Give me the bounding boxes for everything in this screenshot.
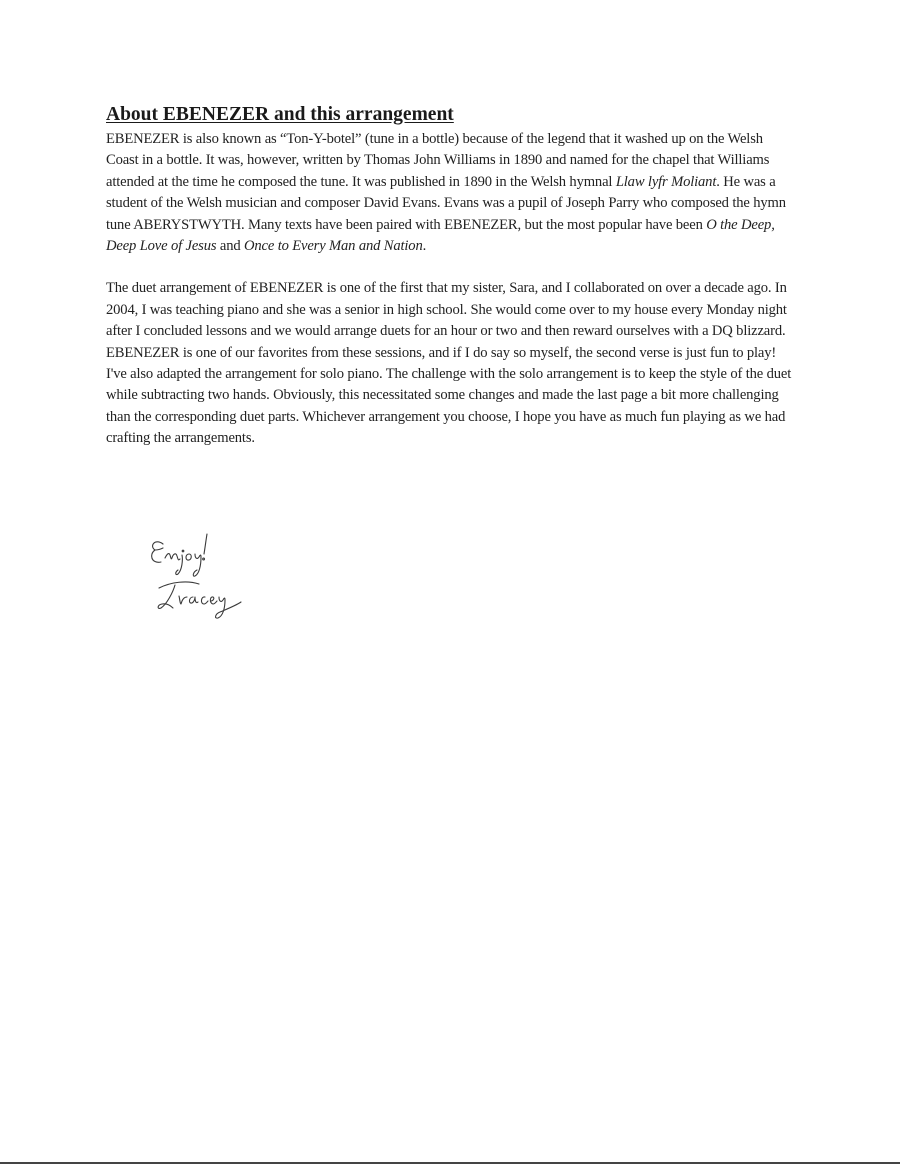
- hymn-title-deep-love: O the Deep, Deep Love of Jesus: [106, 216, 775, 255]
- handwritten-signature: [145, 530, 255, 622]
- document-content: [106, 103, 796, 450]
- page-title: About EBENEZER and this arrangement: [106, 104, 454, 125]
- hymn-title-once-to-every: Once to Every Man and Nation: [244, 238, 423, 255]
- paragraph-history-text-4: .: [422, 238, 427, 255]
- hymnal-title: Llaw lyfr Moliant: [615, 173, 717, 190]
- paragraph-history: [106, 129, 796, 257]
- paragraph-history-text-1: EBENEZER is also known as “Ton-Y-botel” (tune in a bottle) because of the legend that it washed up on the Welsh Coast in a bottle. It was, however, written by Thomas John Williams in 1890 and named for the chapel that Williams attended at the time he composed the tune. It was published in 1890 in the Welsh hymnal: [106, 131, 770, 190]
- paragraph-history-text-2: . He was a student of the Welsh musician and composer David Evans. Evans was a pupil of Joseph Parry who composed the hymn tune ABERYSTWYTH. Many texts have been paired with EBENEZER, but the most popular have been: [106, 173, 786, 233]
- paragraph-history-text-3: and: [216, 238, 244, 255]
- paragraph-arrangement: The duet arrangement of EBENEZER is one of the first that my sister, Sara, and I collaborated on over a decade ago. In 2004, I was teaching piano and she was a senior in high school. She would come over to my house every Monday night after I concluded lessons and we would arrange duets for an hour or two and then reward ourselves with a DQ blizzard. EBENEZER is one of our favorites from these sessions, and if I do say so myself, the second verse is just fun to play! I've also adapted the arrangement for solo piano. The challenge with the solo arrangement is to keep the style of the duet while subtracting two hands. Obviously, this necessitated some changes and made the last page a bit more challenging than the corresponding duet parts. Whichever arrangement you choose, I hope you have as much fun playing as we had crafting the arrangements.: [106, 280, 792, 447]
